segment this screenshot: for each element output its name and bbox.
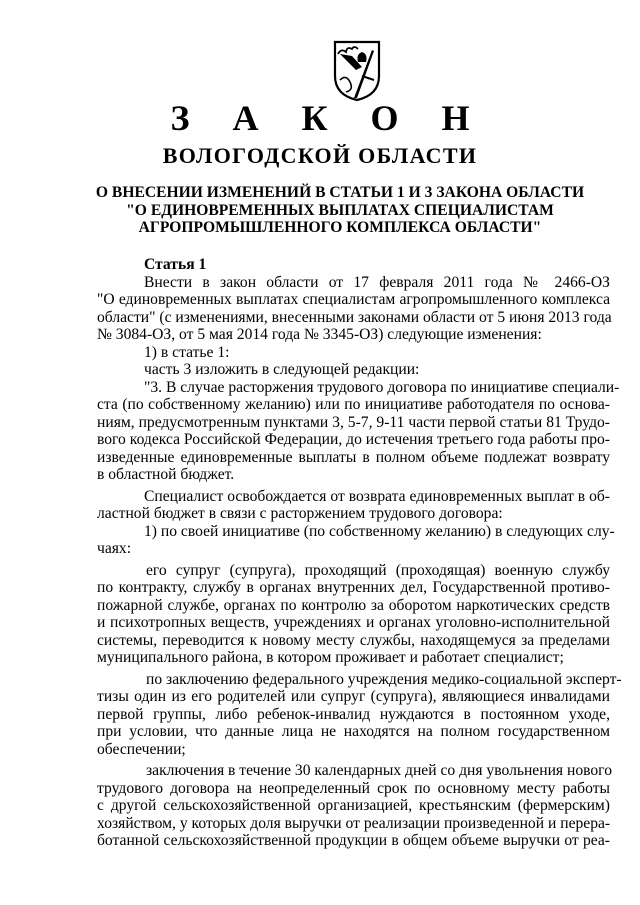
- article-title: Статья 1: [144, 256, 207, 273]
- text-line: пожарной службе, органах по контролю за оборотом наркотических средств: [97, 596, 610, 614]
- text-line: при условии, что данные лица не находятся на полном государственном: [97, 723, 610, 740]
- quote-line: ниям, предусмотренным пунктами 3, 5-7, 9-11 части первой статьи 81 Трудо-: [97, 413, 610, 431]
- subject-line: "О ЕДИНОВРЕМЕННЫХ ВЫПЛАТАХ СПЕЦИАЛИСТАМ: [126, 201, 554, 219]
- document-title: З А К О Н: [170, 98, 487, 138]
- text-line: "О единовременных выплатах специалистам агропромышленного комплекса: [97, 291, 610, 308]
- text-line: заключения в течение 30 календарных дней со дня увольнения нового: [146, 762, 612, 779]
- text-line: с другой сельскохозяйственной организацией, крестьянским (фермерским): [97, 797, 610, 814]
- quote-line: "3. В случае расторжения трудового договора по инициативе специали-: [144, 378, 620, 396]
- text-line: № 3084-ОЗ, от 5 мая 2014 года № 3345-ОЗ) следующие изменения:: [97, 326, 542, 343]
- text-line: области" (с изменениями, внесенными законами области от 5 июня 2013 года: [97, 308, 612, 326]
- quote-line: вого кодекса Российской Федерации, до истечения третьего года работы про-: [97, 431, 610, 448]
- text-line: первой группы, либо ребенок-инвалид нуждаются в постоянном уходе,: [97, 705, 610, 723]
- document-subject: [70, 184, 610, 237]
- subject-line: АГРОПРОМЫШЛЕННОГО КОМПЛЕКСА ОБЛАСТИ": [138, 219, 542, 236]
- text-line: часть 3 изложить в следующей редакции:: [144, 361, 420, 378]
- document-region: ВОЛОГОДСКОЙ ОБЛАСТИ: [162, 143, 478, 168]
- list-item: 1) по своей инициативе (по собственному желанию) в следующих слу-: [144, 522, 615, 540]
- text-line: тизы один из его родителей или супруг (супруга), являющиеся инвалидами: [97, 688, 610, 705]
- text-line: чаях:: [97, 540, 132, 557]
- quote-line: в областной бюджет.: [97, 466, 235, 483]
- text-line: ластной бюджет в связи с расторжением трудового договора:: [97, 505, 503, 522]
- text-line: муниципального района, в котором проживает и работает специалист;: [97, 649, 564, 666]
- list-item: 1) в статье 1:: [144, 343, 230, 361]
- document-body: [97, 256, 622, 850]
- quote-line: изведенные единовременные выплаты в полном объеме подлежат возврату: [97, 448, 610, 466]
- text-line: его супруг (супруга), проходящий (проходящая) военную службу: [146, 561, 610, 579]
- text-line: обеспечении;: [97, 740, 186, 758]
- vologda-coat-of-arms-icon: [332, 40, 382, 102]
- quote-line: ста (по собственному желанию) или по инициативе работодателя по основа-: [97, 396, 610, 413]
- text-line: по заключению федерального учреждения медико-социальной эксперт-: [146, 670, 622, 688]
- text-line: хозяйством, у которых доля выручки от реализации произведенной и перера-: [97, 814, 611, 832]
- text-line: Внести в закон области от 17 февраля 2011 года № 2466-ОЗ: [144, 273, 610, 291]
- text-line: и психотропных веществ, учреждениях и органах уголовно-исполнительной: [97, 614, 610, 631]
- text-line: Специалист освобождается от возврата единовременных выплат в об-: [144, 487, 610, 505]
- text-line: трудового договора на неопределенный срок по основному месту работы: [97, 779, 610, 797]
- text-line: системы, переводится к новому месту службы, находящемуся за пределами: [97, 631, 610, 649]
- subject-line: О ВНЕСЕНИИ ИЗМЕНЕНИЙ В СТАТЬИ 1 И 3 ЗАКОНА ОБЛАСТИ: [95, 184, 585, 201]
- text-line: по контракту, службу в органах внутренних дел, Государственной противо-: [97, 579, 610, 596]
- text-line: ботанной сельскохозяйственной продукции в общем объеме выручки от реа-: [97, 832, 610, 849]
